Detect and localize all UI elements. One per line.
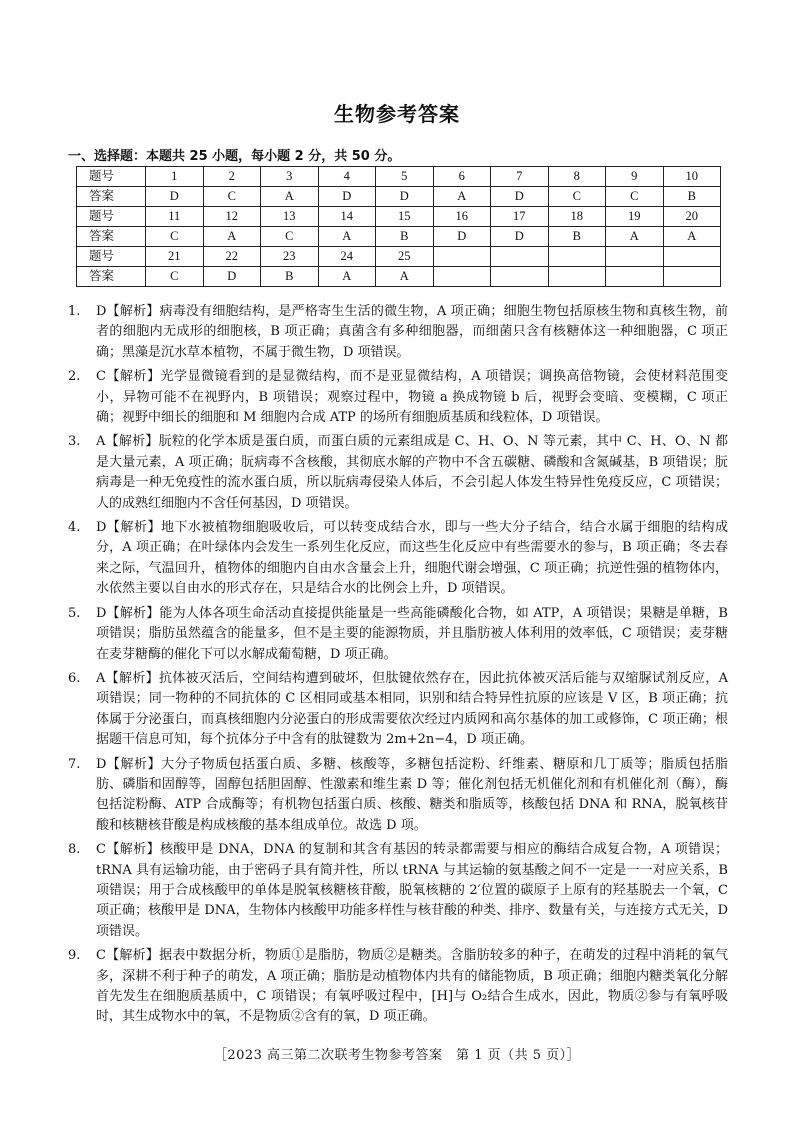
item-text: D【解析】病毒没有细胞结构，是严格寄生生活的微生物，A 项正确；细胞生物包括原核生物和真核生物，前者的细胞内无成形的细胞核，B 项正确；真菌含有多种细胞器，而细菌只含有核糖体这一种细胞器，C 项正确；黑藻是沉水草本植物，不属于微生物，D 项错误。: [96, 304, 728, 360]
table-cell: 4: [318, 167, 376, 187]
table-cell: 13: [261, 207, 319, 227]
table-cell: [663, 247, 721, 267]
table-cell: 6: [433, 167, 491, 187]
row-label: 题号: [77, 167, 146, 187]
table-cell: [606, 247, 664, 267]
table-cell: C: [146, 227, 204, 247]
table-cell: 3: [261, 167, 319, 187]
table-cell: B: [663, 187, 721, 207]
table-cell: D: [318, 187, 376, 207]
table-cell: 10: [663, 167, 721, 187]
table-cell: 22: [203, 247, 261, 267]
table-cell: 8: [548, 167, 606, 187]
row-label: 题号: [77, 247, 146, 267]
table-cell: A: [318, 267, 376, 287]
table-cell: [663, 267, 721, 287]
item-number: 1.: [68, 304, 81, 319]
table-cell: [433, 267, 491, 287]
answer-table: [76, 166, 721, 287]
row-label: 答案: [77, 187, 146, 207]
explanation-item: [68, 669, 728, 751]
page-footer: ［2023 高三第二次联考生物参考答案 第 1 页（共 5 页）］: [213, 1048, 581, 1063]
item-text: D【解析】大分子物质包括蛋白质、多糖、核酸等，多糖包括淀粉、纤维素、糖原和几丁质等；脂质包括脂肪、磷脂和固醇等，固醇包括胆固醇、性激素和维生素 D 等；催化剂包括无机催化剂和有机催化剂（酶），酶包括淀粉酶、ATP 合成酶等；有机物包括蛋白质、核酸、糖类和脂质等，核酸包括 DNA 和 RNA，脱氧核苷酸和核糖核苷酸是构成核酸的基本组成单位。故选 D 项。: [96, 756, 728, 833]
table-cell: 15: [376, 207, 434, 227]
table-cell: D: [433, 227, 491, 247]
table-cell: C: [146, 267, 204, 287]
explanation-item: [68, 840, 728, 942]
table-cell: [606, 267, 664, 287]
table-cell: 1: [146, 167, 204, 187]
section-heading: 一、选择题：本题共 25 小题，每小题 2 分，共 50 分。: [68, 149, 401, 164]
table-cell: [548, 267, 606, 287]
table-cell: 21: [146, 247, 204, 267]
table-cell: B: [376, 227, 434, 247]
explanation-item: [68, 518, 728, 600]
table-cell: 23: [261, 247, 319, 267]
table-cell: 17: [491, 207, 549, 227]
table-cell: C: [203, 187, 261, 207]
explanation-item: [68, 432, 728, 514]
table-cell: 11: [146, 207, 204, 227]
table-cell: A: [376, 267, 434, 287]
table-cell: A: [318, 227, 376, 247]
table-cell: [491, 267, 549, 287]
table-cell: A: [433, 187, 491, 207]
row-label: 答案: [77, 267, 146, 287]
explanation-list: [68, 302, 728, 1032]
item-number: 4.: [68, 520, 81, 536]
table-cell: [491, 247, 549, 267]
table-cell: [548, 247, 606, 267]
table-cell: D: [491, 187, 549, 207]
table-cell: 18: [548, 207, 606, 227]
item-text: D【解析】能为人体各项生命活动直接提供能量是一些高能磷酸化合物，如 ATP，A 项错误；果糖是单糖，B 项错误；脂肪虽然蕴含的能量多，但不是主要的能源物质，并且脂肪被人体利用的效率低，C 项错误；麦芽糖在麦芽糖酶的催化下可以水解成葡萄糖，D 项正确。: [96, 605, 728, 662]
table-cell: D: [203, 267, 261, 287]
table-cell: D: [491, 227, 549, 247]
table-cell: B: [261, 267, 319, 287]
table-cell: 16: [433, 207, 491, 227]
explanation-item: [68, 755, 728, 837]
table-cell: D: [146, 187, 204, 207]
table-cell: C: [606, 187, 664, 207]
item-number: 8.: [68, 842, 81, 858]
item-text: A【解析】朊粒的化学本质是蛋白质，而蛋白质的元素组成是 C、H、O、N 等元素，其中 C、H、O、N 都是大量元素，A 项正确；朊病毒不含核酸，其彻底水解的产物中不含五碳糖、磷酸和含氮碱基，B 项错误；朊病毒是一种无免疫性的流水蛋白质，所以朊病毒侵染人体后，不会引起人体发生特异性免疫反应，C 项错误；人的成熟红细胞内不含任何基因，D 项错误。: [96, 434, 728, 511]
table-row: [77, 167, 721, 187]
table-cell: 7: [491, 167, 549, 187]
table-cell: A: [663, 227, 721, 247]
table-row: [77, 227, 721, 247]
item-number: 3.: [68, 434, 81, 450]
item-text: A【解析】抗体被灭活后，空间结构遭到破坏，但肽键依然存在，因此抗体被灭活后能与双缩脲试剂反应，A 项错误；同一物种的不同抗体的 C 区相同或基本相同，识别和结合特异性抗原的应该是 V 区，B 项正确；抗体属于分泌蛋白，而真核细胞内分泌蛋白的形成需要依次经过内质网和高尔基体的加工或修饰，C 项正确；根据题干信息可知，每个抗体分子中含有的肽键数为 2m+2n−4，D 项正确。: [96, 670, 728, 748]
item-number: 9.: [68, 948, 81, 964]
item-number: 2.: [68, 369, 81, 385]
table-row: [77, 207, 721, 227]
table-row: [77, 187, 721, 207]
table-cell: 14: [318, 207, 376, 227]
item-text: C【解析】光学显微镜看到的是显微结构，而不是亚显微结构，A 项错误；调换高倍物镜，会使材料范围变小，异物可能不在视野内，B 项错误；观察过程中，物镜 a 换成物镜 b 后，视野会变暗、变模糊，C 项正确；视野中细长的细胞和 M 细胞内合成 ATP 的场所有细胞质基质和线粒体，D 项错误。: [96, 369, 728, 426]
table-cell: [433, 247, 491, 267]
table-row: [77, 267, 721, 287]
item-number: 7.: [68, 756, 81, 772]
explanation-item: [68, 946, 728, 1028]
explanation-item: [68, 604, 728, 665]
explanation-item: [68, 367, 728, 428]
table-cell: 19: [606, 207, 664, 227]
item-number: 6.: [68, 670, 81, 686]
row-label: 题号: [77, 207, 146, 227]
table-cell: 25: [376, 247, 434, 267]
table-cell: A: [203, 227, 261, 247]
table-cell: B: [548, 227, 606, 247]
item-number: 5.: [68, 605, 81, 621]
table-row: [77, 247, 721, 267]
table-cell: C: [261, 227, 319, 247]
table-cell: 24: [318, 247, 376, 267]
table-cell: A: [606, 227, 664, 247]
table-cell: 5: [376, 167, 434, 187]
table-cell: 20: [663, 207, 721, 227]
table-cell: 9: [606, 167, 664, 187]
page-title: 生物参考答案: [334, 102, 460, 126]
item-text: C【解析】核酸甲是 DNA，DNA 的复制和其含有基因的转录都需要与相应的酶结合成复合物，A 项错误；tRNA 具有运输功能，由于密码子具有简并性，所以 tRNA 与其运输的氨基酸之间不一定是一一对应关系，B 项错误；用于合成核酸甲的单体是脱氧核糖核苷酸，脱氧核糖的 2′位置的碳原子上原有的羟基脱去一个氧，C 项正确；核酸甲是 DNA，生物体内核酸甲功能多样性与核苷酸的种类、排序、数量有关，与连接方式无关，D 项错误。: [96, 842, 728, 939]
item-text: C【解析】据表中数据分析，物质①是脂肪，物质②是糖类。含脂肪较多的种子，在萌发的过程中消耗的氧气多，深耕不利于种子的萌发，A 项正确；脂肪是动植物体内共有的储能物质，B 项正确；细胞内糖类氧化分解首先发生在细胞质基质中，C 项错误；有氧呼吸过程中，[H]与 O₂结合生成水，因此，物质②参与有氧呼吸时，其生成物水中的氧，不是物质②含有的氧，D 项正确。: [96, 948, 728, 1025]
table-cell: D: [376, 187, 434, 207]
table-cell: 12: [203, 207, 261, 227]
item-text: D【解析】地下水被植物细胞吸收后，可以转变成结合水，即与一些大分子结合，结合水属于细胞的结构成分，A 项正确；在叶绿体内会发生一系列生化反应，而这些生化反应中有些需要水的参与，B 项正确；冬去春来之际，气温回升，植物体的细胞内自由水含量会上升，细胞代谢会增强，C 项正确；抗逆性强的植物体内，水依然主要以自由水的形式存在，只是结合水的比例会上升，D 项错误。: [96, 520, 728, 597]
row-label: 答案: [77, 227, 146, 247]
table-cell: A: [261, 187, 319, 207]
table-cell: 2: [203, 167, 261, 187]
explanation-item: [68, 302, 728, 363]
table-cell: C: [548, 187, 606, 207]
